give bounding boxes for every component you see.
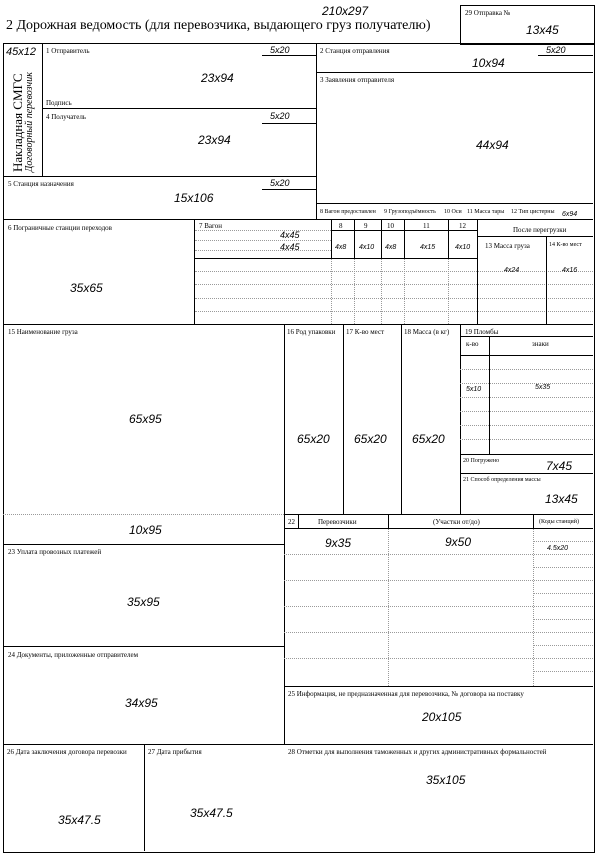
destination-station-label: 5 Станция назначения [8,180,74,188]
recipient-label: 4 Получатель [46,113,87,121]
col-9-size: 4x10 [359,244,375,251]
payment-label: 23 Уплата провозных платежей [8,548,102,556]
col-8-header: 8 [339,222,343,230]
customs-size: 35x105 [426,773,466,787]
mass-method-label: 21 Способ определения массы [463,477,541,483]
form-frame [3,43,595,853]
seals-marks-size: 5x35 [535,384,551,391]
col-9-header: 9 [364,222,368,230]
wagon-provided-label: 8 Вагон предоставлен [320,209,376,215]
mass-kg-size: 65x20 [412,432,445,446]
wagon-info-size: 6x94 [562,211,578,218]
cargo-name-size: 65x95 [129,412,162,426]
customs-label: 28 Отметки для выполнения таможенных и других административных формальностей [288,748,547,756]
seals-marks-label: знаки [532,340,549,348]
contract-date-size: 35x47.5 [58,813,101,827]
mass-kg-label: 18 Масса (в кг) [404,328,450,336]
cargo-mass-label: 13 Масса груза [485,242,530,250]
sections-header: (Участки от/до) [433,518,480,526]
seals-label: 19 Пломбы [465,328,499,336]
sender-size: 23x94 [201,71,234,85]
arrival-date-size: 35x47.5 [190,806,233,820]
tank-type-label: 12 Тип цистерны [511,209,555,215]
destination-station-size: 15x106 [174,191,214,205]
documents-label: 24 Документы, приложенные отправителем [8,651,139,659]
tare-mass-label: 11 Масса тары [467,209,505,215]
contract-carrier-label: Договорный перевозчик [24,72,35,172]
seals-qty-size: 5x10 [466,386,482,393]
packaging-size: 65x20 [297,432,330,446]
info-size: 20x105 [422,710,462,724]
seals-qty-label: к-во [466,340,479,348]
shipment-number-label: 29 Отправка № [465,9,511,17]
station-codes-header: (Коды станций) [539,519,579,525]
border-stations-label: 6 Пограничные станции переходов [8,224,112,232]
col-10-size: 4x8 [385,244,397,251]
payment-size: 35x95 [127,595,160,609]
after-transshipment-label: После перегрузки [513,226,567,234]
contract-date-label: 26 Дата заключения договора перевозки [7,748,127,756]
sender-tag: 5x20 [270,45,290,55]
shipment-number-size: 13x45 [526,23,559,37]
places-count-size: 4x16 [562,267,578,274]
border-stations-size: 35x65 [70,281,103,295]
departure-station-tag: 5x20 [546,45,566,55]
col-12-size: 4x10 [455,244,471,251]
cargo-mass-size: 4x24 [504,267,520,274]
axles-label: 10 Оси [444,209,462,215]
wagon-label: 7 Вагон [199,222,222,230]
packaging-label: 16 Род упаковки [287,328,336,336]
sender-statements-size: 44x94 [476,138,509,152]
carriers-header: Перевозчики [318,518,357,526]
section-22-number: 22 [288,518,295,526]
sender-statements-label: 3 Заявления отправителя [320,76,395,84]
loaded-by-label: 20 Погружено [463,458,500,464]
capacity-label: 9 Грузоподъёмность [384,209,436,215]
signature-label: Подпись [46,99,72,107]
wagon-size-2: 4x45 [280,242,300,252]
col-10-header: 10 [387,222,394,230]
recipient-tag: 5x20 [270,111,290,121]
arrival-date-label: 27 Дата прибытия [148,748,202,756]
places-count-label: 14 К-во мест [549,242,582,248]
format-size: 210x297 [322,4,369,18]
info-label: 25 Информация, не предназначенная для перевозчика, № договора на поставку [288,690,524,698]
places-size: 65x20 [354,432,387,446]
station-codes-size: 4.5x20 [547,545,569,552]
places-label: 17 К-во мест [346,328,385,336]
sender-label: 1 Отправитель [46,47,90,55]
col-8-size: 4x8 [335,244,347,251]
loaded-by-size: 7x45 [546,459,573,473]
col-11-size: 4x15 [420,244,436,251]
recipient-size: 23x94 [198,133,231,147]
corner-size: 45x12 [6,46,36,58]
mass-method-size: 13x45 [545,492,578,506]
wagon-size-1: 4x45 [280,230,300,240]
carriers-size: 9x35 [325,536,352,550]
col-11-header: 11 [423,222,430,230]
documents-size: 34x95 [125,696,158,710]
cargo-name-label: 15 Наименование груза [8,328,78,336]
col-12-header: 12 [459,222,466,230]
destination-station-tag: 5x20 [270,178,290,188]
sections-size: 9x50 [445,535,472,549]
cargo-name-size-2: 10x95 [129,523,162,537]
departure-station-size: 10x94 [472,56,505,70]
departure-station-label: 2 Станция отправления [320,47,390,55]
form-title: 2 Дорожная ведомость (для перевозчика, выдающего груз получателю) [6,18,431,33]
smgs-waybill-label: Накладная СМГС [10,73,25,172]
